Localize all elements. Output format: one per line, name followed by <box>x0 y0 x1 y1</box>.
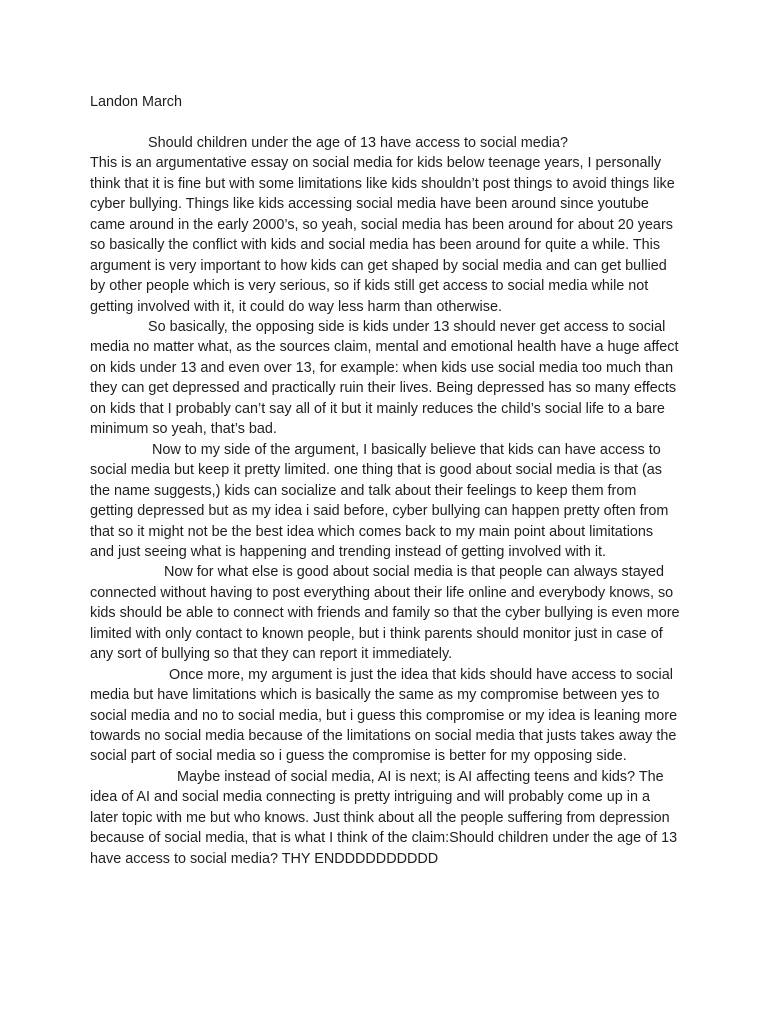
paragraph-opposing-side: So basically, the opposing side is kids under 13 should never get access to social media no matter what, as the sources claim, mental and emotional health have a huge affect on kids under 13 and even over 13, for example: when kids use social media too much than they can get depressed and practically ruin their lives. Being depressed has so many effects on kids that I probably can’t say all of it but it mainly reduces the child’s social life to a bare minimum so yeah, that’s bad. <box>90 318 679 438</box>
essay-title: Should children under the age of 13 have access to social media? <box>148 134 568 151</box>
paragraph-intro: This is an argumentative essay on social media for kids below teenage years, I personally think that it is fine but with some limitations like kids shouldn’t post things to avoid things like cyber bullying. Things like kids accessing social media have been around since youtube came around in the early 2000’s, so yeah, social media has been around for about 20 years so basically the conflict with kids and social media has been around for quite a while. This argument is very important to how kids can get shaped by social media and can get bullied by other people which is very serious, so if kids still get access to social media while not getting involved with it, it could do way less harm than otherwise. <box>90 155 675 315</box>
essay-body <box>90 92 680 869</box>
paragraph-conclusion: Maybe instead of social media, AI is next; is AI affecting teens and kids? The idea of AI and social media connecting is pretty intriguing and will probably come up in a later topic with me but who knows. Just think about all the people suffering from depression because of social media, that is what I think of the claim:Should children under the age of 13 have access to social media? THY ENDDDDDDDDDD <box>90 768 678 867</box>
paragraph-compromise: Once more, my argument is just the idea that kids should have access to social media but have limitations which is basically the same as my compromise between yes to social media and no to social media, but i guess this compromise or my idea is leaning more towards no social media because of the limitations on social media that justs takes away the social part of social media so i guess the compromise is better for my opposing side. <box>90 666 678 765</box>
paragraph-my-side: Now to my side of the argument, I basically believe that kids can have access to social media but keep it pretty limited. one thing that is good about social media is that (as the name suggests,) kids can socialize and talk about their feelings to keep them from getting depressed but as my idea i said before, cyber bullying can happen pretty often from that so it might not be the best idea which comes back to my main point about limitations and just seeing what is happening and trending instead of getting involved with it. <box>90 441 669 560</box>
author-name: Landon March <box>90 94 183 110</box>
paragraph-staying-connected: Now for what else is good about social media is that people can always stayed connected without having to post everything about their life online and everybody knows, so kids should be able to connect with friends and family so that the cyber bullying is even more limited with only contact to known people, but i think parents should monitor just in case of any sort of bullying so that they can report it immediately. <box>90 564 680 663</box>
